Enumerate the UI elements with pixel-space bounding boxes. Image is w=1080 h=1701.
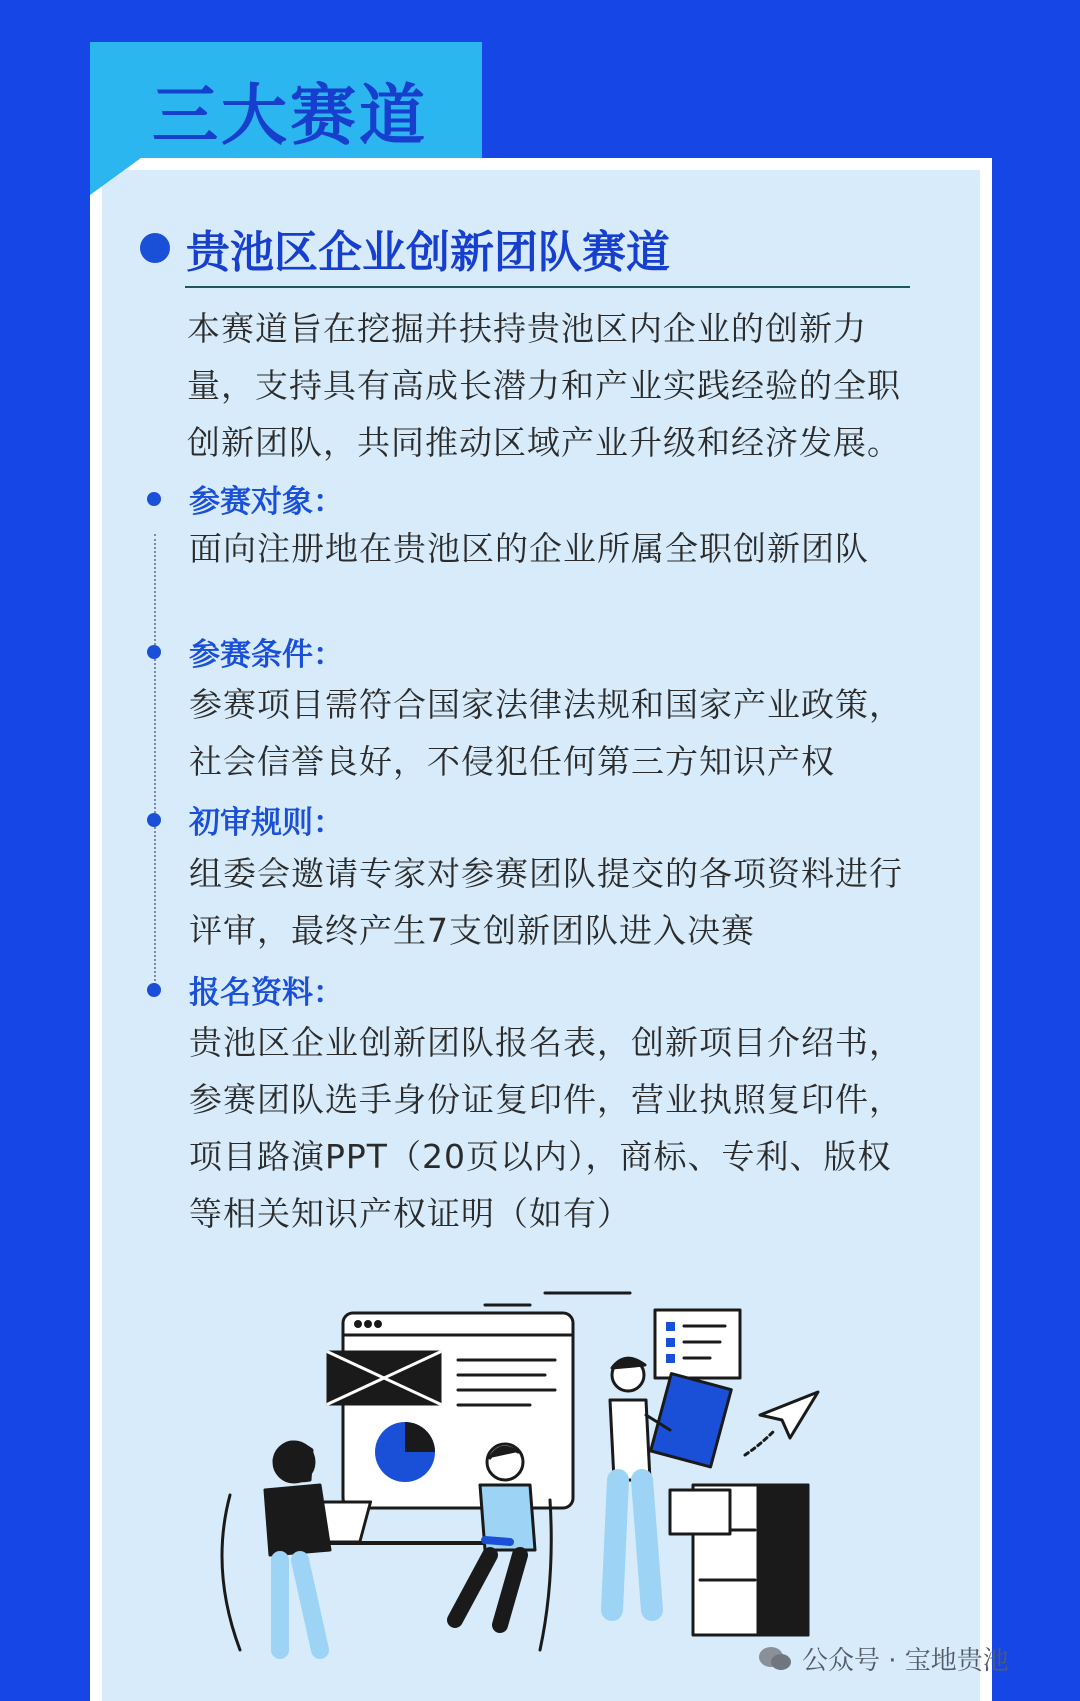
page-title: 三大赛道 bbox=[152, 77, 428, 154]
intro-paragraph bbox=[187, 300, 917, 471]
timeline-dot-icon bbox=[147, 492, 161, 506]
item-label: 参赛对象： bbox=[189, 484, 344, 520]
item-line: 等相关知识产权证明（如有） bbox=[189, 1194, 631, 1233]
item-line: 评审，最终产生7支创新团队进入决赛 bbox=[189, 911, 755, 950]
item-line: 参赛项目需符合国家法律法规和国家产业政策， bbox=[189, 685, 903, 724]
item-header-review-rules bbox=[147, 797, 344, 842]
section-divider bbox=[185, 286, 910, 288]
timeline-dot-icon bbox=[147, 813, 161, 827]
wechat-icon bbox=[758, 1646, 792, 1672]
section-header bbox=[140, 216, 670, 280]
item-header-materials bbox=[147, 967, 344, 1012]
watermark bbox=[758, 1640, 1009, 1677]
section-title: 贵池区企业创新团队赛道 bbox=[186, 227, 670, 278]
team-work-illustration bbox=[200, 1280, 900, 1680]
item-body-conditions bbox=[189, 676, 919, 790]
timeline-dotted-line bbox=[154, 534, 156, 989]
item-line: 参赛团队选手身份证复印件，营业执照复印件， bbox=[189, 1080, 903, 1119]
bullet-dot-icon bbox=[140, 233, 170, 263]
intro-line: 本赛道旨在挖掘并扶持贵池区内企业的创新力 bbox=[187, 309, 867, 348]
item-header-participants bbox=[147, 476, 344, 521]
watermark-text: 公众号 · 宝地贵池 bbox=[802, 1646, 1009, 1676]
item-line: 项目路演PPT（20页以内），商标、专利、版权 bbox=[189, 1137, 892, 1176]
intro-line: 量，支持具有高成长潜力和产业实践经验的全职 bbox=[187, 366, 901, 405]
item-body-participants bbox=[189, 520, 919, 577]
item-line: 面向注册地在贵池区的企业所属全职创新团队 bbox=[189, 529, 869, 568]
timeline-dot-icon bbox=[147, 645, 161, 659]
item-line: 社会信誉良好，不侵犯任何第三方知识产权 bbox=[189, 742, 835, 781]
item-line: 组委会邀请专家对参赛团队提交的各项资料进行 bbox=[189, 854, 903, 893]
card-notch-decoration bbox=[90, 155, 145, 195]
item-body-review-rules bbox=[189, 845, 919, 959]
item-header-conditions bbox=[147, 629, 344, 674]
item-label: 报名资料： bbox=[189, 975, 344, 1011]
item-body-materials bbox=[189, 1014, 919, 1242]
item-line: 贵池区企业创新团队报名表，创新项目介绍书， bbox=[189, 1023, 903, 1062]
item-label: 初审规则： bbox=[189, 805, 344, 841]
intro-line: 创新团队，共同推动区域产业升级和经济发展。 bbox=[187, 423, 901, 462]
timeline-dot-icon bbox=[147, 983, 161, 997]
item-label: 参赛条件： bbox=[189, 637, 344, 673]
